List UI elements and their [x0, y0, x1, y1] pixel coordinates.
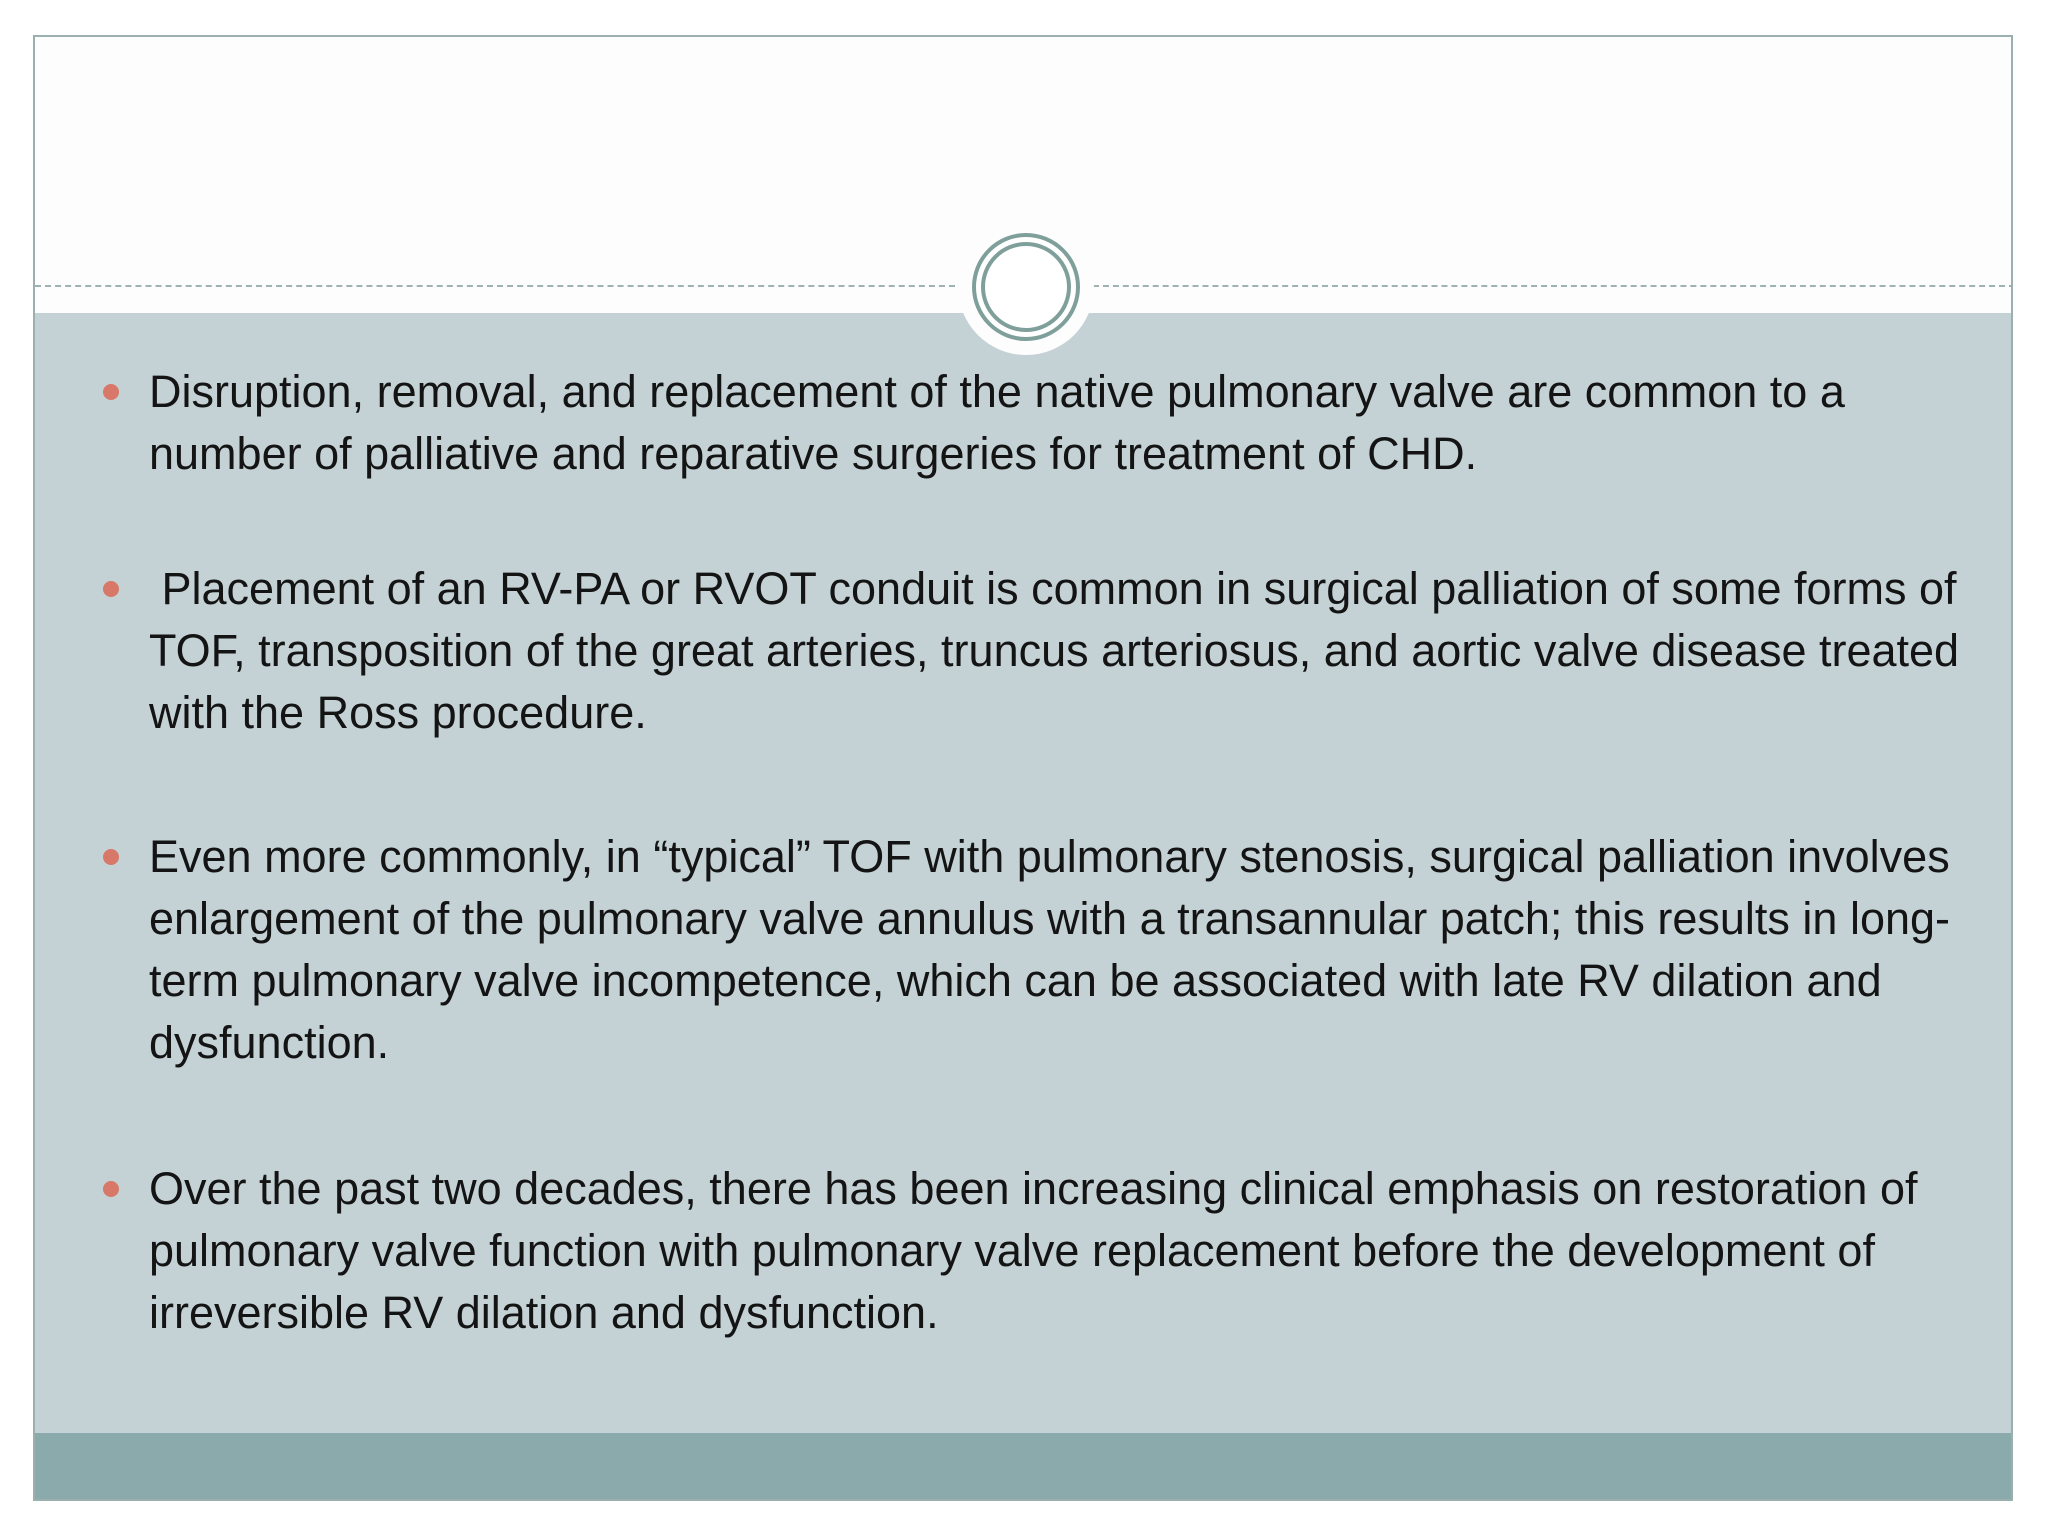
bullet-dot-icon	[103, 581, 119, 597]
bullet-item	[149, 361, 1969, 485]
bullet-text: Disruption, removal, and replacement of the native pulmonary valve are common to a number of palliative and reparative surgeries for treatment of CHD.	[149, 366, 1845, 479]
bullet-dot-icon	[103, 849, 119, 865]
bullet-item	[149, 826, 1969, 1074]
slide	[33, 35, 2013, 1501]
bullet-text: Even more commonly, in “typical” TOF with pulmonary stenosis, surgical palliation involves enlargement of the pulmonary valve annulus with a transannular patch; this results in long-term pulmonary valve incompetence, which can be associated with late RV dilation and dysfunction.	[149, 831, 1951, 1068]
bullet-dot-icon	[103, 1181, 119, 1197]
bullet-text: Placement of an RV-PA or RVOT conduit is common in surgical palliation of some forms of TOF, transposition of the great arteries, truncus arteriosus, and aortic valve disease treated with the Ross procedure.	[149, 563, 1972, 738]
bullet-list	[35, 37, 2011, 1499]
bullet-item	[149, 1158, 1969, 1344]
bullet-text: Over the past two decades, there has been increasing clinical emphasis on restoration of pulmonary valve function with pulmonary valve replacement before the development of irreversible RV dilation and dysfunction.	[149, 1163, 1918, 1338]
bullet-dot-icon	[103, 384, 119, 400]
bullet-item	[149, 558, 1972, 744]
